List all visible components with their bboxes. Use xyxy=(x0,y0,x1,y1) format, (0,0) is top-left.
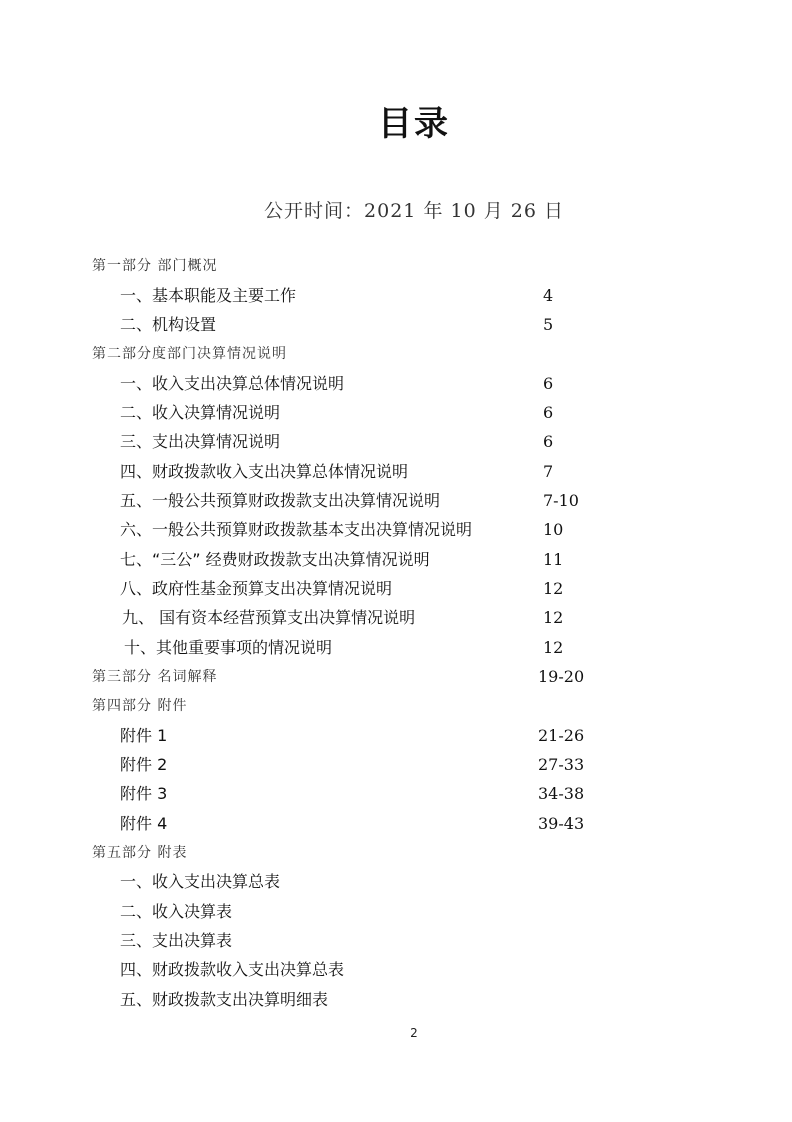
toc-label: 五、财政拨款支出决算明细表 xyxy=(120,990,329,1009)
toc-page: 27-33 xyxy=(538,755,585,774)
toc-page: 7-10 xyxy=(543,491,579,510)
toc-label: 四、财政拨款收入支出决算总表 xyxy=(120,960,345,979)
toc-label: 三、支出决算表 xyxy=(120,931,233,950)
toc-page: 39-43 xyxy=(538,814,585,833)
toc-item xyxy=(0,635,792,661)
toc-label: 二、收入决算情况说明 xyxy=(120,403,281,422)
toc-page: 21-26 xyxy=(538,726,585,745)
toc-label: 十、其他重要事项的情况说明 xyxy=(124,638,333,657)
toc-label: 五、一般公共预算财政拨款支出决算情况说明 xyxy=(120,491,441,510)
toc-page: 12 xyxy=(543,608,564,627)
toc-item xyxy=(0,312,792,338)
toc-page: 4 xyxy=(543,286,554,305)
toc-item xyxy=(0,488,792,514)
toc-page: 7 xyxy=(543,462,554,481)
toc-label: 一、收入支出决算总表 xyxy=(120,872,281,891)
toc-label: 八、政府性基金预算支出决算情况说明 xyxy=(120,579,393,598)
toc-label: 二、机构设置 xyxy=(120,315,217,334)
toc-label: 一、基本职能及主要工作 xyxy=(120,286,297,305)
toc-part xyxy=(0,840,792,866)
toc-page: 6 xyxy=(543,432,554,451)
toc-page: 5 xyxy=(543,315,554,334)
toc-item xyxy=(0,811,792,837)
toc-page: 10 xyxy=(543,520,564,539)
toc-item xyxy=(0,957,792,983)
toc-label: 九、 国有资本经营预算支出决算情况说明 xyxy=(122,608,416,627)
toc-item xyxy=(0,283,792,309)
publish-date: 公开时间：2021 年 10 月 26 日 xyxy=(264,200,564,222)
page-title: 目录 xyxy=(378,104,450,144)
toc-part xyxy=(0,253,792,279)
toc-item xyxy=(0,869,792,895)
toc-label: 四、财政拨款收入支出决算总体情况说明 xyxy=(120,462,409,481)
toc-label: 附件 3 xyxy=(120,784,168,803)
toc-part xyxy=(0,693,792,719)
toc-label: 第五部分 附表 xyxy=(92,845,188,861)
toc-item xyxy=(0,752,792,778)
toc-label: 七、“三公” 经费财政拨款支出决算情况说明 xyxy=(120,550,430,569)
toc-item xyxy=(0,459,792,485)
toc-label: 第四部分 附件 xyxy=(92,698,188,714)
toc-page: 12 xyxy=(543,638,564,657)
toc-label: 附件 2 xyxy=(120,755,168,774)
toc-label: 二、收入决算表 xyxy=(120,902,233,921)
toc-label: 第三部分 名词解释 xyxy=(92,669,218,685)
toc-item xyxy=(0,899,792,925)
toc-page: 6 xyxy=(543,403,554,422)
toc-label: 三、支出决算情况说明 xyxy=(120,432,281,451)
toc-page: 34-38 xyxy=(538,784,585,803)
toc-page: 11 xyxy=(543,550,564,569)
toc-item xyxy=(0,429,792,455)
toc-item xyxy=(0,547,792,573)
toc-item xyxy=(0,781,792,807)
toc-item xyxy=(0,987,792,1013)
toc-label: 附件 4 xyxy=(120,814,168,833)
toc-item xyxy=(0,400,792,426)
toc-item xyxy=(0,723,792,749)
toc-page: 12 xyxy=(543,579,564,598)
toc-label: 一、收入支出决算总体情况说明 xyxy=(120,374,345,393)
toc-part xyxy=(0,664,792,690)
toc-item xyxy=(0,371,792,397)
toc-label: 附件 1 xyxy=(120,726,168,745)
page-number: 2 xyxy=(410,1026,418,1040)
toc-part xyxy=(0,341,792,367)
toc-label: 六、一般公共预算财政拨款基本支出决算情况说明 xyxy=(120,520,473,539)
toc-item xyxy=(0,928,792,954)
toc-label: 第二部分度部门决算情况说明 xyxy=(92,346,287,362)
toc-item xyxy=(0,605,792,631)
toc-page: 19-20 xyxy=(538,667,585,686)
toc-item xyxy=(0,576,792,602)
toc-item xyxy=(0,517,792,543)
toc-label: 第一部分 部门概况 xyxy=(92,258,218,274)
toc-page: 6 xyxy=(543,374,554,393)
